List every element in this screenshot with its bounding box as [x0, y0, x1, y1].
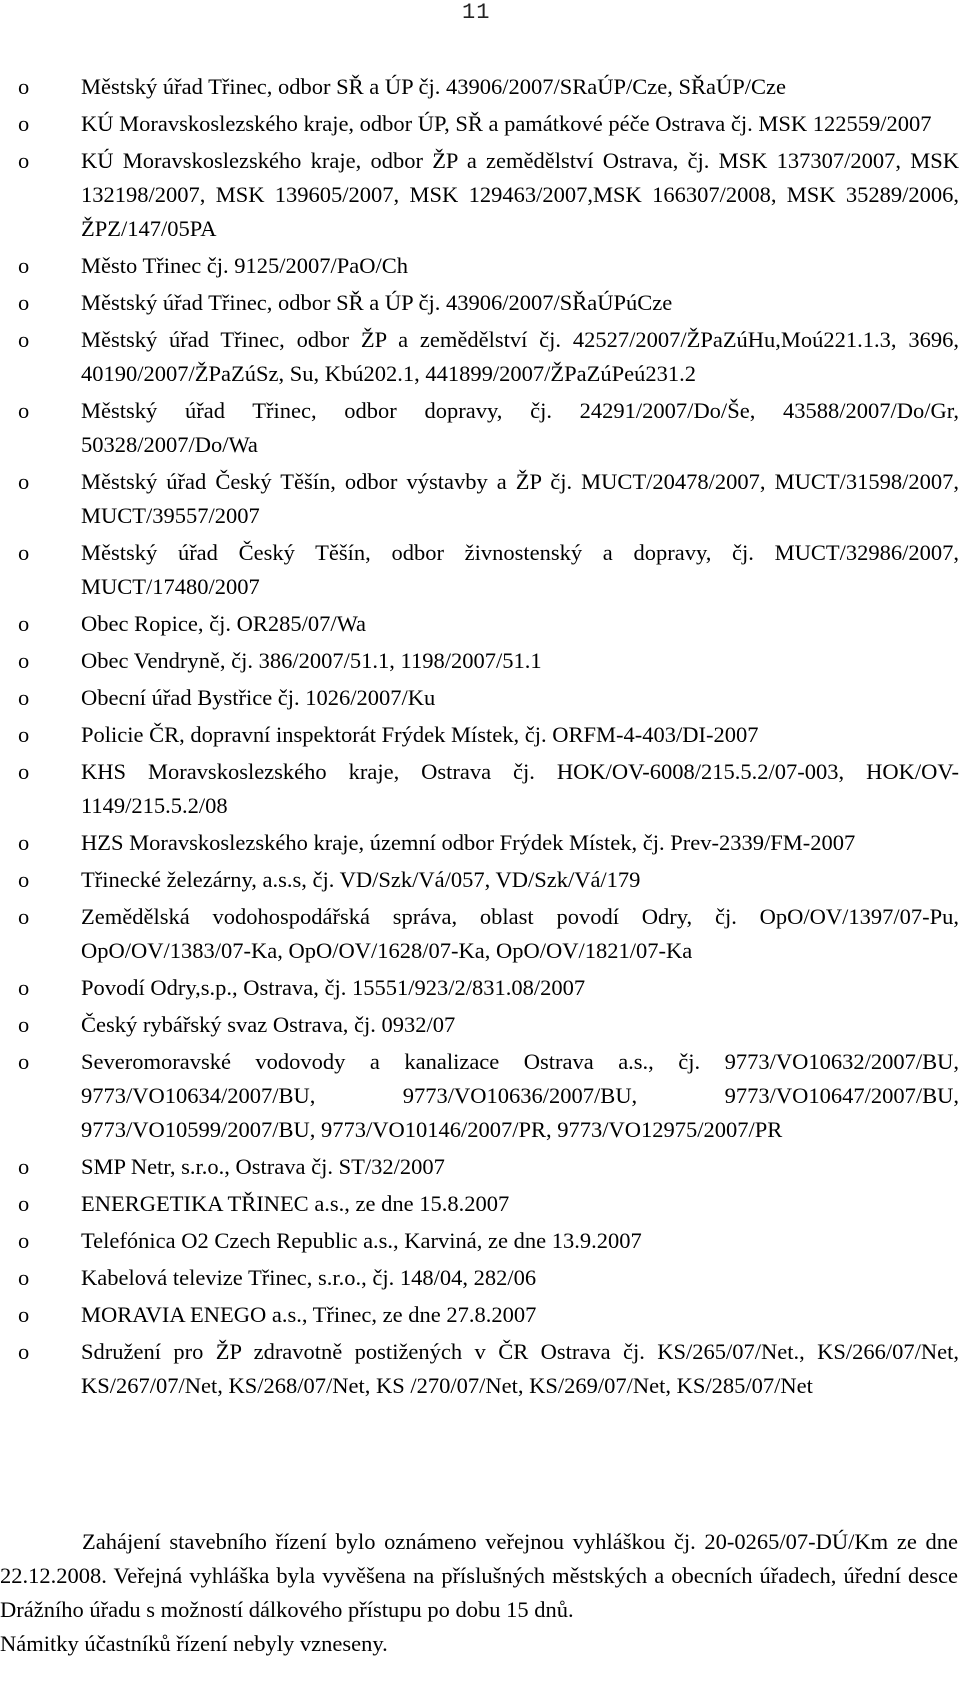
- list-item: [0, 536, 960, 604]
- list-item-text: HZS Moravskoslezského kraje, územní odbor Frýdek Místek, čj. Prev-2339/FM-2007: [81, 830, 856, 855]
- list-item: [0, 70, 960, 104]
- bullet-marker: o: [18, 148, 30, 173]
- list-item: [0, 394, 960, 462]
- list-item: [0, 644, 960, 678]
- list-item: [0, 607, 960, 641]
- list-item: [0, 107, 960, 141]
- page-number: 11: [462, 0, 491, 25]
- list-item-text: Povodí Odry,s.p., Ostrava, čj. 15551/923/2/831.08/2007: [81, 975, 586, 1000]
- closing-section: [0, 1525, 958, 1661]
- list-item-text: Městský úřad Třinec, odbor ŽP a zemědělství čj. 42527/2007/ŽPaZúHu,Moú221.1.3, 3696, 40190/2007/ŽPaZúSz, Su, Kbú202.1, 441899/2007/ŽPaZúPeú231.2: [81, 327, 959, 386]
- bullet-marker: o: [18, 74, 30, 99]
- list-item-text: Severomoravské vodovody a kanalizace Ostrava a.s., čj. 9773/VO10632/2007/BU, 9773/VO10634/2007/BU, 9773/VO10636/2007/BU, 9773/VO10647/2007/BU, 9773/VO10599/2007/BU, 9773/VO10146/2007/PR, 9773/VO12975/2007/PR: [81, 1049, 959, 1142]
- list-item-text: Obec Vendryně, čj. 386/2007/51.1, 1198/2007/51.1: [81, 648, 542, 673]
- list-item-text: Městský úřad Český Těšín, odbor výstavby a ŽP čj. MUCT/20478/2007, MUCT/31598/2007, MUCT/39557/2007: [81, 469, 959, 528]
- bullet-marker: o: [18, 759, 30, 784]
- list-item-text: KÚ Moravskoslezského kraje, odbor ÚP, SŘ a památkové péče Ostrava čj. MSK 122559/2007: [81, 111, 932, 136]
- bullet-marker: o: [18, 685, 30, 710]
- list-item: [0, 1008, 960, 1042]
- list-item-text: Třinecké železárny, a.s.s, čj. VD/Szk/Vá/057, VD/Szk/Vá/179: [81, 867, 641, 892]
- list-item: [0, 465, 960, 533]
- bullet-marker: o: [18, 975, 30, 1000]
- list-item: [0, 1224, 960, 1258]
- list-item-text: Kabelová televize Třinec, s.r.o., čj. 148/04, 282/06: [81, 1265, 537, 1290]
- bullet-marker: o: [18, 398, 30, 423]
- list-item: [0, 1045, 960, 1147]
- bullet-marker: o: [18, 1302, 30, 1327]
- bullet-marker: o: [18, 327, 30, 352]
- objections-note: Námitky účastníků řízení nebyly vzneseny.: [0, 1631, 388, 1656]
- list-item: [0, 144, 960, 246]
- bullet-marker: o: [18, 611, 30, 636]
- bullet-marker: o: [18, 830, 30, 855]
- list-item: [0, 286, 960, 320]
- list-item-text: Městský úřad Třinec, odbor SŘ a ÚP čj. 43906/2007/SŘaÚPúCze: [81, 290, 673, 315]
- list-item-text: Sdružení pro ŽP zdravotně postižených v ČR Ostrava čj. KS/265/07/Net., KS/266/07/Net, KS/267/07/Net, KS/268/07/Net, KS /270/07/Net, KS/269/07/Net, KS/285/07/Net: [81, 1339, 959, 1398]
- list-item: [0, 1261, 960, 1295]
- list-item-text: Policie ČR, dopravní inspektorát Frýdek Místek, čj. ORFM-4-403/DI-2007: [81, 722, 759, 747]
- list-item-text: Český rybářský svaz Ostrava, čj. 0932/07: [81, 1012, 456, 1037]
- list-item: [0, 971, 960, 1005]
- bullet-marker: o: [18, 1228, 30, 1253]
- list-item-text: KHS Moravskoslezského kraje, Ostrava čj. HOK/OV-6008/215.5.2/07-003, HOK/OV-1149/215.5.2/08: [81, 759, 959, 818]
- bullet-marker: o: [18, 253, 30, 278]
- bullet-marker: o: [18, 722, 30, 747]
- list-item: [0, 1150, 960, 1184]
- list-item-text: Městský úřad Český Těšín, odbor živnostenský a dopravy, čj. MUCT/32986/2007, MUCT/17480/2007: [81, 540, 959, 599]
- bullet-marker: o: [18, 648, 30, 673]
- bullet-marker: o: [18, 904, 30, 929]
- list-item: [0, 826, 960, 860]
- list-item-text: ENERGETIKA TŘINEC a.s., ze dne 15.8.2007: [81, 1191, 510, 1216]
- list-item: [0, 863, 960, 897]
- list-item-text: Obec Ropice, čj. OR285/07/Wa: [81, 611, 366, 636]
- bullet-marker: o: [18, 1265, 30, 1290]
- list-item: [0, 755, 960, 823]
- bullet-marker: o: [18, 111, 30, 136]
- list-item-text: Město Třinec čj. 9125/2007/PaO/Ch: [81, 253, 409, 278]
- proceeding-announcement-paragraph: Zahájení stavebního řízení bylo oznámeno veřejnou vyhláškou čj. 20-0265/07-DÚ/Km ze dne 22.12.2008. Veřejná vyhláška byla vyvěšena na příslušných městských a obecních úřadech, úřední desce Drážního úřadu s možností dálkového přístupu po dobu 15 dnů.: [0, 1529, 958, 1622]
- list-item-text: SMP Netr, s.r.o., Ostrava čj. ST/32/2007: [81, 1154, 445, 1179]
- authority-statements-list: [0, 70, 960, 1406]
- list-item: [0, 1187, 960, 1221]
- list-item-text: Telefónica O2 Czech Republic a.s., Karviná, ze dne 13.9.2007: [81, 1228, 642, 1253]
- list-item-text: Zemědělská vodohospodářská správa, oblast povodí Odry, čj. OpO/OV/1397/07-Pu, OpO/OV/1383/07-Ka, OpO/OV/1628/07-Ka, OpO/OV/1821/07-Ka: [81, 904, 959, 963]
- bullet-marker: o: [18, 540, 30, 565]
- list-item: [0, 1335, 960, 1403]
- list-item-text: KÚ Moravskoslezského kraje, odbor ŽP a zemědělství Ostrava, čj. MSK 137307/2007, MSK 132198/2007, MSK 139605/2007, MSK 129463/2007,MSK 166307/2008, MSK 35289/2006, ŽPZ/147/05PA: [81, 148, 959, 241]
- list-item-text: Obecní úřad Bystřice čj. 1026/2007/Ku: [81, 685, 436, 710]
- bullet-marker: o: [18, 1339, 30, 1364]
- list-item: [0, 1298, 960, 1332]
- bullet-marker: o: [18, 1012, 30, 1037]
- list-item: [0, 323, 960, 391]
- list-item-text: Městský úřad Třinec, odbor SŘ a ÚP čj. 43906/2007/SRaÚP/Cze, SŘaÚP/Cze: [81, 74, 786, 99]
- bullet-marker: o: [18, 1049, 30, 1074]
- bullet-marker: o: [18, 1154, 30, 1179]
- list-item-text: Městský úřad Třinec, odbor dopravy, čj. 24291/2007/Do/Še, 43588/2007/Do/Gr, 50328/2007/Do/Wa: [81, 398, 959, 457]
- list-item: [0, 681, 960, 715]
- bullet-marker: o: [18, 867, 30, 892]
- bullet-marker: o: [18, 290, 30, 315]
- bullet-marker: o: [18, 469, 30, 494]
- list-item: [0, 900, 960, 968]
- bullet-marker: o: [18, 1191, 30, 1216]
- list-item-text: MORAVIA ENEGO a.s., Třinec, ze dne 27.8.2007: [81, 1302, 537, 1327]
- list-item: [0, 249, 960, 283]
- list-item: [0, 718, 960, 752]
